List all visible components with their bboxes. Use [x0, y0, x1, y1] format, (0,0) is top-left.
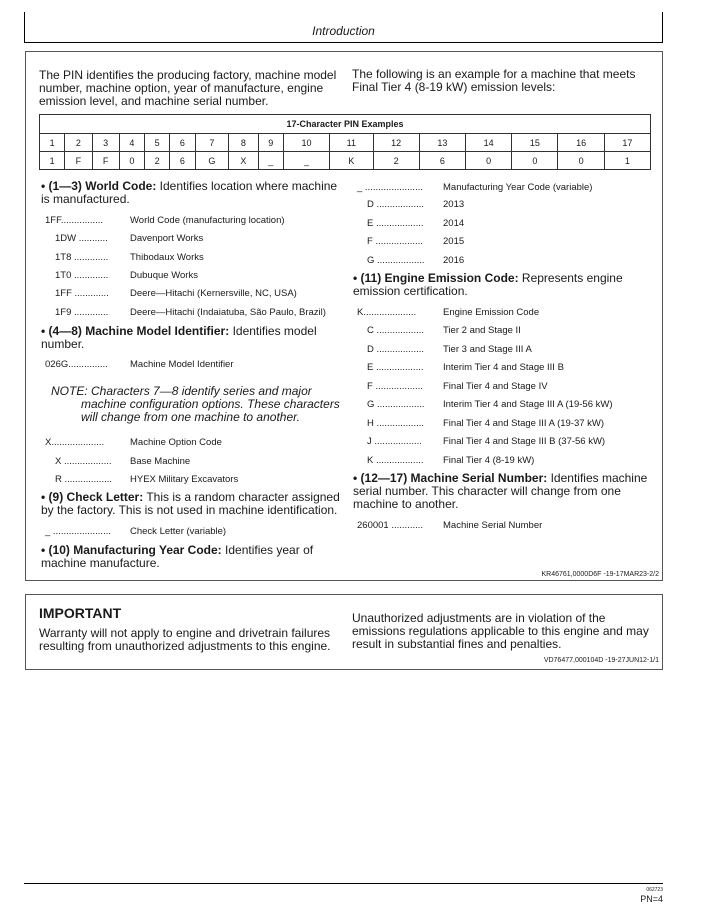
pin-value: K: [330, 152, 373, 170]
pin-position: 2: [65, 134, 92, 152]
page-number: PN=4: [640, 894, 663, 904]
pin-position: 4: [119, 134, 144, 152]
intro-left-text: The PIN identifies the producing factory, machine model number, machine option, year of manufacture, engine emission level, and machine serial number.: [39, 68, 337, 108]
pin-position: 3: [92, 134, 119, 152]
note-line: machine configuration options. These characters: [81, 397, 340, 411]
pin-position: 11: [330, 134, 373, 152]
pin-value: 6: [170, 152, 195, 170]
pin-position: 13: [419, 134, 465, 152]
footer-code: 062723: [646, 887, 663, 893]
page-section-title: Introduction: [312, 24, 375, 38]
footer-rule: [24, 883, 663, 884]
pin-position: 5: [145, 134, 170, 152]
emission-bullet: [353, 272, 653, 298]
pin-position: 12: [373, 134, 419, 152]
world-code-text: Identifies location where machine is manufactured.: [41, 179, 338, 206]
pin-table-caption: 17-Character PIN Examples: [40, 115, 651, 134]
model-id-text: Identifies model number.: [41, 324, 317, 351]
pin-position: 1: [40, 134, 65, 152]
mfg-year-heading: • (10) Manufacturing Year Code:: [41, 543, 222, 557]
emission-text: Represents engine emission certification.: [353, 271, 623, 298]
check-letter-bullet: [41, 491, 341, 517]
pin-value: 0: [558, 152, 604, 170]
pin-value: 0: [512, 152, 558, 170]
pin-position: 7: [195, 134, 229, 152]
note-line: will change from one machine to another.: [81, 410, 301, 424]
model-id-bullet: [41, 325, 341, 351]
pin-position: 10: [283, 134, 329, 152]
pin-position: 6: [170, 134, 195, 152]
reference-code: KR46761,0000D6F -19-17MAR23-2/2: [541, 571, 659, 578]
pin-value: 6: [419, 152, 465, 170]
pin-value: 0: [466, 152, 512, 170]
serial-text: Identifies machine serial number. This character will change from one machine to another.: [353, 471, 648, 511]
pin-value: F: [65, 152, 92, 170]
intro-right-text: The following is an example for a machine that meets Final Tier 4 (8-19 kW) emission levels:: [352, 67, 636, 94]
pin-value: 1: [40, 152, 65, 170]
note-line: NOTE: Characters 7—8 identify series and major: [51, 384, 312, 398]
pin-value: _: [283, 152, 329, 170]
pin-position: 16: [558, 134, 604, 152]
pin-position: 15: [512, 134, 558, 152]
pin-position: 17: [604, 134, 650, 152]
pin-value: F: [92, 152, 119, 170]
pin-value: X: [229, 152, 258, 170]
mfg-year-bullet: [41, 544, 341, 570]
emission-heading: • (11) Engine Emission Code:: [353, 271, 519, 285]
header-rule: [24, 42, 663, 43]
model-id-heading: • (4—8) Machine Model Identifier:: [41, 324, 230, 338]
check-letter-text: This is a random character assigned by the factory. This is not used in machine identification.: [41, 490, 340, 517]
important-reference-code: VD76477,000104D -19-27JUN12-1/1: [543, 657, 659, 664]
serial-heading: • (12—17) Machine Serial Number:: [353, 471, 548, 485]
check-letter-heading: • (9) Check Letter:: [41, 490, 144, 504]
pin-value: G: [195, 152, 229, 170]
important-left-text: Warranty will not apply to engine and drivetrain failures resulting from unauthorized adjustments to this engine.: [39, 626, 331, 653]
pin-value: 2: [145, 152, 170, 170]
pin-position: 9: [258, 134, 283, 152]
pin-position: 14: [466, 134, 512, 152]
pin-positions-row: [40, 134, 651, 152]
pin-values-row: [40, 152, 651, 170]
pin-value: _: [258, 152, 283, 170]
important-right-text: Unauthorized adjustments are in violation of the emissions regulations applicable to this engine and may result in substantial fines and penalties.: [352, 611, 649, 651]
pin-examples-table: [39, 114, 651, 170]
serial-bullet: [353, 472, 653, 511]
pin-position: 8: [229, 134, 258, 152]
pin-value: 0: [119, 152, 144, 170]
world-code-bullet: [41, 180, 341, 206]
mfg-year-text: Identifies year of machine manufacture.: [41, 543, 314, 570]
note-block: [51, 385, 351, 424]
pin-value: 2: [373, 152, 419, 170]
important-title: IMPORTANT: [39, 605, 122, 621]
pin-value: 1: [604, 152, 650, 170]
world-code-heading: • (1—3) World Code:: [41, 179, 157, 193]
